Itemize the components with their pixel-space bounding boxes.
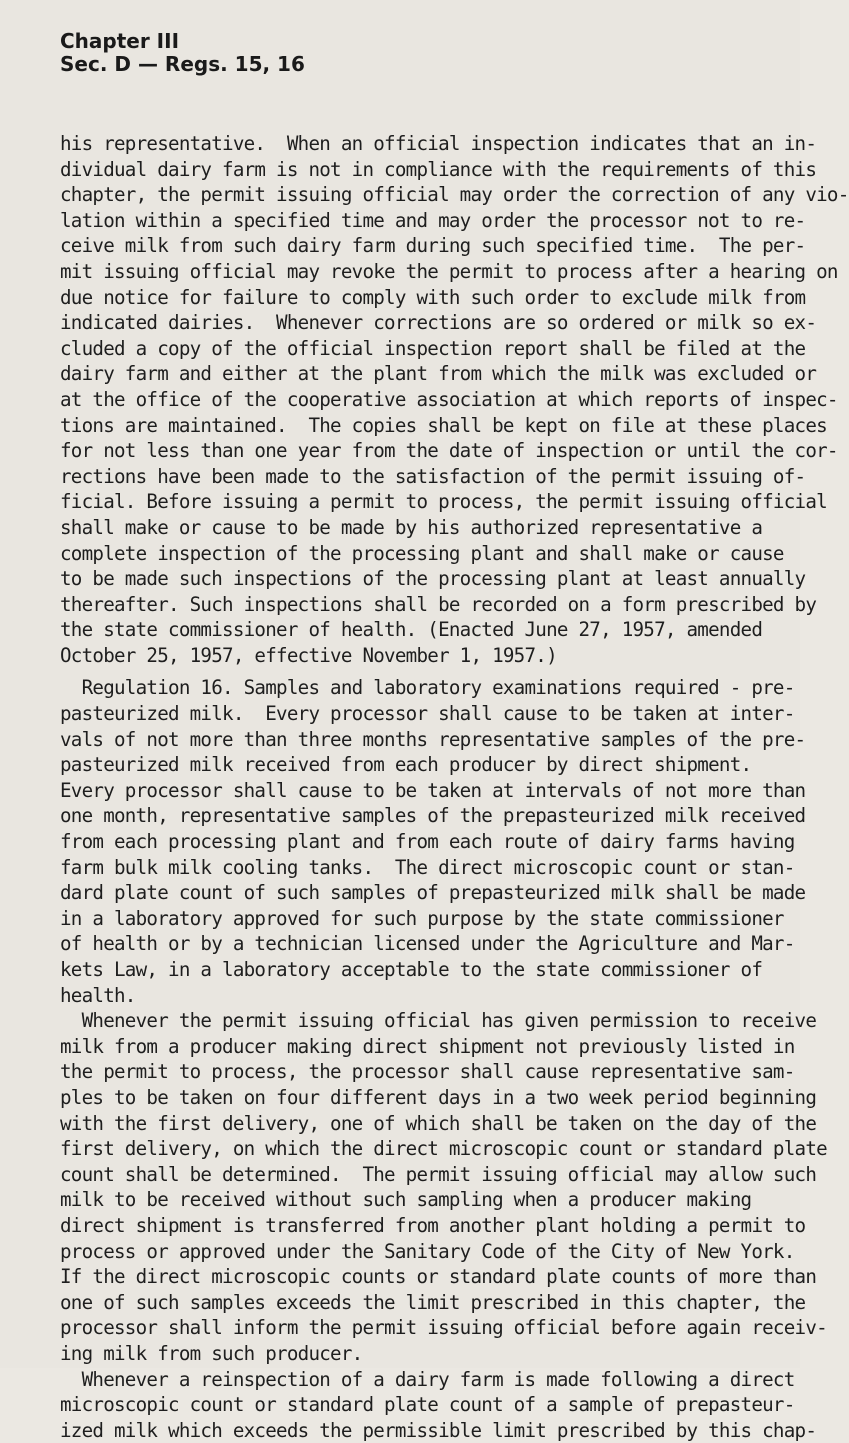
page-header [60,30,305,76]
text-line: Whenever the permit issuing official has given permission to receive [60,1008,765,1034]
text-line: at the office of the cooperative association at which reports of inspec- [60,387,765,413]
text-line: ficial. Before issuing a permit to process, the permit issuing official [60,489,765,515]
text-line: dividual dairy farm is not in compliance with the requirements of this [60,157,765,183]
text-line: due notice for failure to comply with such order to exclude milk from [60,285,765,311]
text-line: dairy farm and either at the plant from which the milk was excluded or [60,361,765,387]
paragraph-gap [60,668,765,675]
text-line: with the first delivery, one of which shall be taken on the day of the [60,1111,765,1137]
text-line: ized milk which exceeds the permissible limit prescribed by this chap- [60,1418,765,1443]
paragraph [60,131,765,668]
chapter-heading: Chapter III [60,30,305,53]
text-line: the state commissioner of health. (Enacted June 27, 1957, amended [60,617,765,643]
text-line: pasteurized milk. Every processor shall cause to be taken at inter- [60,701,765,727]
text-line: thereafter. Such inspections shall be recorded on a form prescribed by [60,592,765,618]
text-line: process or approved under the Sanitary Code of the City of New York. [60,1239,765,1265]
text-line: in a laboratory approved for such purpose by the state commissioner [60,906,765,932]
paragraph [60,1008,765,1366]
text-line: ing milk from such producer. [60,1341,765,1367]
text-line: one of such samples exceeds the limit prescribed in this chapter, the [60,1290,765,1316]
text-line: milk to be received without such sampling when a producer making [60,1187,765,1213]
text-line: complete inspection of the processing plant and shall make or cause [60,541,765,567]
document-body [60,131,765,1443]
text-line: count shall be determined. The permit issuing official may allow such [60,1162,765,1188]
text-line: Every processor shall cause to be taken at intervals of not more than [60,778,765,804]
text-line: farm bulk milk cooling tanks. The direct microscopic count or stan- [60,855,765,881]
text-line: from each processing plant and from each route of dairy farms having [60,829,765,855]
section-heading: Sec. D — Regs. 15, 16 [60,53,305,76]
text-line: direct shipment is transferred from another plant holding a permit to [60,1213,765,1239]
text-line: October 25, 1957, effective November 1, 1957.) [60,643,765,669]
text-line: processor shall inform the permit issuing official before again receiv- [60,1315,765,1341]
text-line: rections have been made to the satisfaction of the permit issuing of- [60,464,765,490]
text-line: the permit to process, the processor shall cause representative sam- [60,1059,765,1085]
text-line: Regulation 16. Samples and laboratory examinations required - pre- [60,675,765,701]
paragraph [60,1367,765,1443]
text-line: first delivery, on which the direct microscopic count or standard plate [60,1136,765,1162]
text-line: tions are maintained. The copies shall be kept on file at these places [60,413,765,439]
text-line: dard plate count of such samples of prepasteurized milk shall be made [60,880,765,906]
text-line: vals of not more than three months representative samples of the pre- [60,727,765,753]
text-line: one month, representative samples of the prepasteurized milk received [60,803,765,829]
text-line: mit issuing official may revoke the permit to process after a hearing on [60,259,765,285]
text-line: cluded a copy of the official inspection report shall be filed at the [60,336,765,362]
text-line: of health or by a technician licensed under the Agriculture and Mar- [60,931,765,957]
text-line: chapter, the permit issuing official may order the correction of any vio- [60,182,765,208]
text-line: to be made such inspections of the processing plant at least annually [60,566,765,592]
text-line: milk from a producer making direct shipment not previously listed in [60,1034,765,1060]
text-line: ples to be taken on four different days in a two week period beginning [60,1085,765,1111]
text-line: microscopic count or standard plate count of a sample of prepasteur- [60,1392,765,1418]
text-line: pasteurized milk received from each producer by direct shipment. [60,752,765,778]
text-line: lation within a specified time and may order the processor not to re- [60,208,765,234]
text-line: indicated dairies. Whenever corrections are so ordered or milk so ex- [60,310,765,336]
text-line: If the direct microscopic counts or standard plate counts of more than [60,1264,765,1290]
text-line: ceive milk from such dairy farm during such specified time. The per- [60,233,765,259]
text-line: shall make or cause to be made by his authorized representative a [60,515,765,541]
text-line: for not less than one year from the date of inspection or until the cor- [60,438,765,464]
paragraph [60,675,765,1008]
text-line: kets Law, in a laboratory acceptable to the state commissioner of [60,957,765,983]
text-line: his representative. When an official inspection indicates that an in- [60,131,765,157]
text-line: Whenever a reinspection of a dairy farm is made following a direct [60,1367,765,1393]
text-line: health. [60,983,765,1009]
